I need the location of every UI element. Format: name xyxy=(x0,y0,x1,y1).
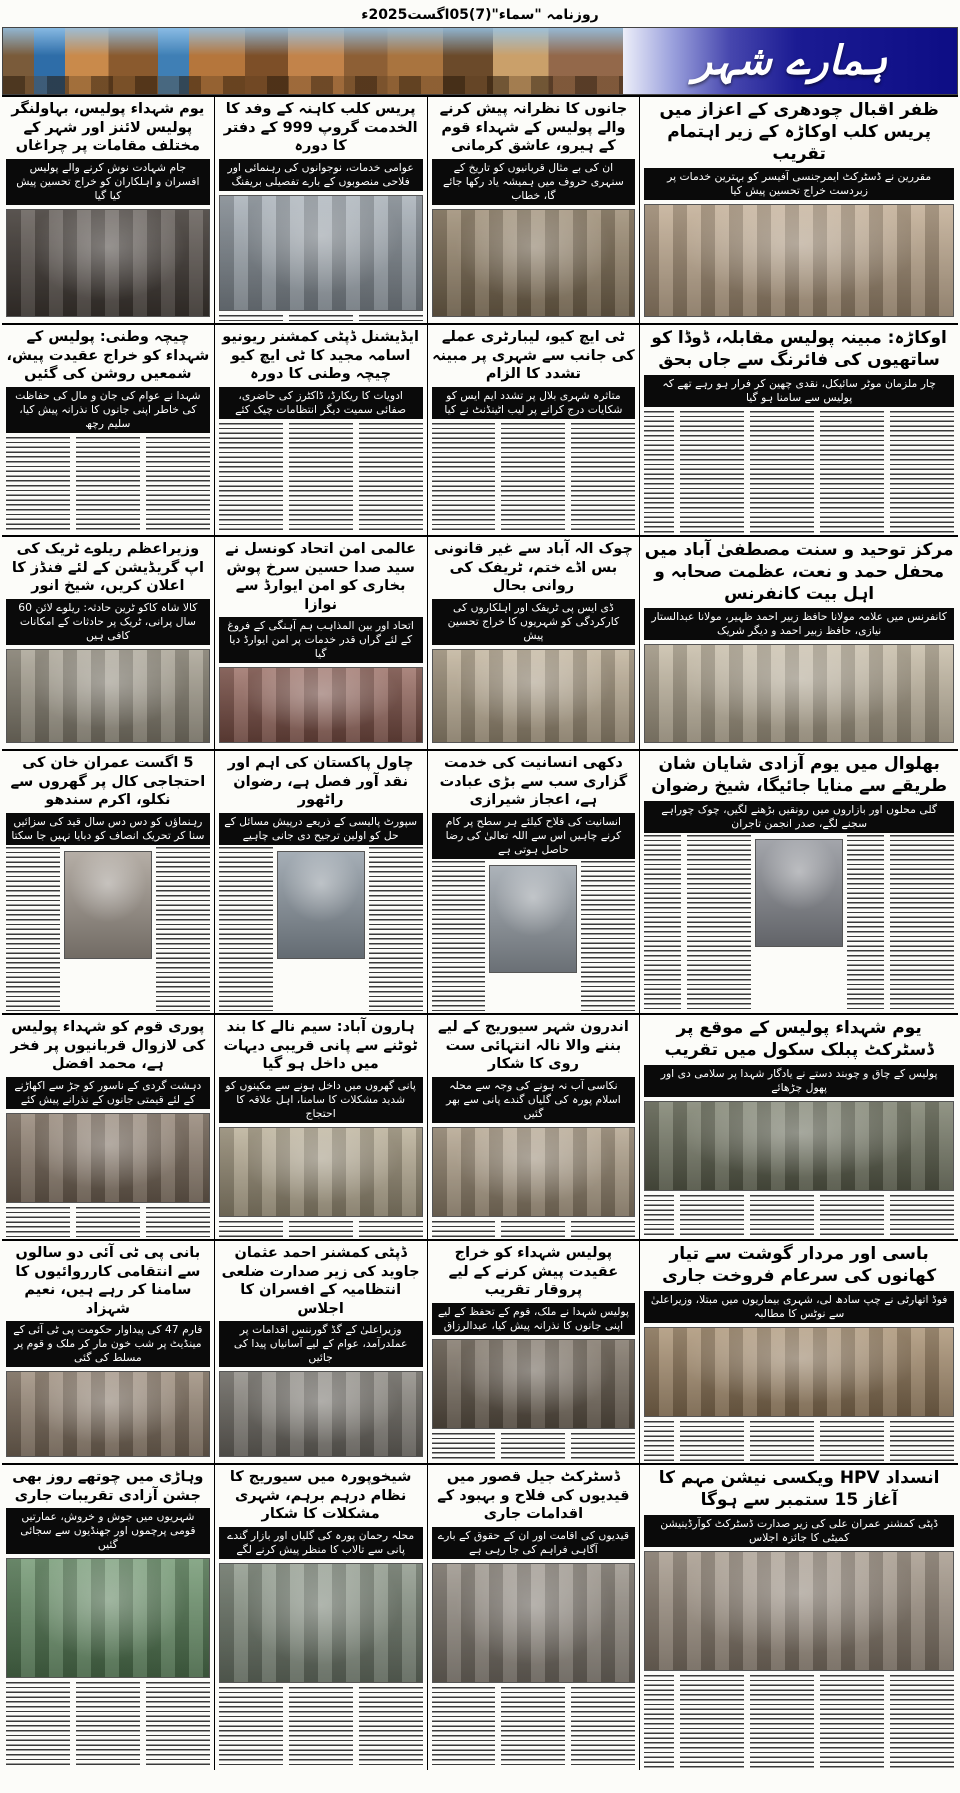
article-body-text xyxy=(6,847,60,1011)
article-body-text xyxy=(6,1682,210,1768)
news-article xyxy=(639,1241,958,1463)
article-subheadline: سپورٹ پالیسی کے ذریعے درپیش مسائل کے حل کو اولین ترجیح دی جانی چاہیے xyxy=(219,813,423,845)
article-body-text xyxy=(219,1221,423,1237)
article-body-text xyxy=(644,835,751,1011)
article-headline: ظفر اقبال چودھری کے اعزاز میں پریس کلب اوکاڑہ کے زیر اہتمام تقریب xyxy=(659,100,939,164)
article-headline: ڈسٹرکٹ جیل قصور میں قیدیوں کی فلاح و بہبود کے اقدامات جاری xyxy=(437,1469,630,1523)
police-salute-memorial-photo xyxy=(644,1101,954,1191)
article-headline: یوم شہداء پولیس کے موقع پر ڈسٹرکٹ پبلک سکول میں تقریب xyxy=(664,1018,934,1060)
news-article xyxy=(214,1241,427,1463)
speakers-collage-photo xyxy=(6,649,210,743)
article-subheadline: متاثرہ شہری بلال پر تشدد ایم ایس کو شکایات درج کرانے پر لیب اٹینڈنٹ نے کیا xyxy=(432,387,636,419)
ejaz-shirazi-portrait xyxy=(489,865,577,973)
article-body-text xyxy=(432,861,486,1011)
news-article xyxy=(2,1015,214,1239)
article-headline: ہارون آباد: سیم نالے کا بند ٹوٹنے سے پانی قریبی دیہات میں داخل ہو گیا xyxy=(223,1019,418,1073)
blocked-drain-street-photo xyxy=(432,1127,636,1217)
article-headline: بھلوال میں یوم آزادی شایان شان طریقے سے منایا جائیگا، شیخ رضوان xyxy=(651,754,948,796)
article-subheadline: پولیس شہدا نے ملک، قوم کے تحفظ کے لیے اپنی جانوں کا نذرانہ پیش کیا، عبدالرزاق xyxy=(432,1303,636,1335)
article-body-text xyxy=(644,1195,954,1237)
news-article xyxy=(2,325,214,535)
article-body-text xyxy=(644,411,954,533)
news-article xyxy=(214,325,427,535)
religious-conference-scholars-photo xyxy=(644,644,954,743)
news-article xyxy=(427,1015,640,1239)
article-subheadline: ادویات کا ریکارڈ، ڈاکٹرز کی حاضری، صفائی سمیت دیگر انتظامات چیک کئے xyxy=(219,387,423,419)
article-subheadline: پانی گھروں میں داخل ہونے سے مکینوں کو شدید مشکلات کا سامنا، اہل علاقہ کا احتجاج xyxy=(219,1077,423,1123)
article-body-text xyxy=(644,1675,954,1768)
article-subheadline: کانفرنس میں علامہ مولانا حافظ زبیر احمد ظہیر، مولانا عبدالستار نیازی، حافظ زبیر احمد و دیگر شریک xyxy=(644,608,954,640)
news-article xyxy=(427,537,640,749)
article-headline: اوکاڑہ: مبینہ پولیس مقابلہ، ڈوڈا کو ساتھیوں کی فائرنگ سے جاں بحق xyxy=(651,328,947,370)
news-article xyxy=(639,325,958,535)
article-headline: باسی اور مردار گوشت سے تیار کھانوں کی سرعام فروخت جاری xyxy=(662,1244,937,1286)
masthead-banner xyxy=(2,27,958,95)
article-headline: شیخوپورہ میں سیوریج کا نظام درہم برہم، شہری مشکلات کا شکار xyxy=(229,1469,412,1523)
article-subheadline: رہنماؤں کو دس دس سال قید کی سزائیں سنا کر تحریک انصاف کو دبایا نہیں جا سکتا xyxy=(6,813,210,845)
article-headline: اندرون شہر سیوریج کے لیے بننے والا نالہ انتہائی ست روی کا شکار xyxy=(438,1019,629,1073)
article-body-text xyxy=(369,847,423,1011)
news-article xyxy=(214,1465,427,1770)
news-article xyxy=(214,751,427,1013)
article-body-text xyxy=(847,835,954,1011)
article-subheadline: کالا شاہ کاکو ٹرین حادثہ: ریلوے لائن 60 سال پرانی، ٹریک پر حادثات کے امکانات کافی ہیں xyxy=(6,599,210,645)
article-row xyxy=(2,1463,958,1770)
article-subheadline: گلی محلوں اور بازاروں میں رونقیں بڑھنے لگیں، چوک چوراہے سجنے لگے، صدر انجمن تاجران xyxy=(644,801,954,833)
news-article xyxy=(2,751,214,1013)
news-article xyxy=(639,1015,958,1239)
article-headline: 5 اگست عمران خان کی احتجاجی کال پر گھروں سے نکلو، اکرم سندھو xyxy=(10,755,206,809)
masthead-city-monuments-collage xyxy=(3,28,623,94)
article-body-text xyxy=(432,1687,636,1768)
article-body-text xyxy=(6,437,210,533)
article-subheadline: شہریوں میں جوش و خروش، عمارتیں قومی پرچموں اور جھنڈیوں سے سجائی گئیں xyxy=(6,1508,210,1554)
article-subheadline: نکاسی آب نہ ہونے کی وجہ سے محلہ اسلام پورہ کی گلیاں گندے پانی سے بھر گئیں xyxy=(432,1077,636,1123)
article-body-text xyxy=(219,423,423,533)
news-article xyxy=(2,537,214,749)
article-headline: چوک الہ آباد سے غیر قانونی بس اڈے ختم، ٹریفک کی روانی بحال xyxy=(433,541,633,595)
article-headline: عالمی امن اتحاد کونسل نے سید صدا حسین سرخ پوش بخاری کو امن ایوارڈ سے نوازا xyxy=(225,541,416,613)
press-club-okara-group-photo xyxy=(644,204,954,317)
article-headline: انسداد HPV ویکسی نیشن مہم کا آغاز 15 ستمبر سے ہوگا xyxy=(658,1468,940,1510)
article-row xyxy=(2,1239,958,1463)
article-headline: دکھی انسانیت کی خدمت گزاری سب سے بڑی عبادت ہے، اعجاز شیرازی xyxy=(439,755,628,809)
meat-market-photo xyxy=(644,1327,954,1417)
martyrs-day-group-photo xyxy=(6,1113,210,1203)
article-row xyxy=(2,323,958,535)
article-row xyxy=(2,749,958,1013)
edition-title: روزنامہ "سماء"(7)05اگست2025ء xyxy=(361,7,599,23)
masthead-title: ہمارے شہر xyxy=(623,28,957,94)
news-article xyxy=(427,325,640,535)
news-article xyxy=(2,1241,214,1463)
akram-sindhu-portrait xyxy=(64,851,152,959)
article-body-text xyxy=(644,1421,954,1461)
police-candle-vigil-photo xyxy=(6,209,210,317)
district-officers-meeting-photo xyxy=(219,1371,423,1457)
news-article xyxy=(427,1465,640,1770)
news-article xyxy=(639,751,958,1013)
minister-podium-speech-photo xyxy=(432,209,636,317)
flood-water-village-photo xyxy=(219,1127,423,1217)
city-chowk-traffic-photo xyxy=(432,649,636,743)
articles-grid xyxy=(2,95,958,1770)
news-article xyxy=(214,1015,427,1239)
dc-coordination-meeting-photo xyxy=(644,1551,954,1671)
article-subheadline: ڈپٹی کمشنر عمران علی کی زیر صدارت ڈسٹرکٹ کوآرڈینیشن کمیٹی کا جائزہ اجلاس xyxy=(644,1515,954,1547)
article-subheadline: عوامی خدمات، نوجوانوں کی رہنمائی اور فلاحی منصوبوں کے بارے تفصیلی بریفنگ xyxy=(219,159,423,191)
news-article xyxy=(639,97,958,323)
party-workers-group-photo xyxy=(6,1371,210,1457)
news-article xyxy=(427,751,640,1013)
rizwan-rathore-portrait xyxy=(277,851,365,959)
garlanded-delegation-group-photo xyxy=(219,195,423,311)
article-headline: چیچہ وطنی: پولیس کے شہداء کو خراج عقیدت پیش، شمعیں روشن کی گئیں xyxy=(6,329,210,383)
article-headline: پوری قوم کو شہداء پولیس کی لازوال قربانیوں پر فخر ہے، محمد افضل xyxy=(10,1019,206,1073)
article-row xyxy=(2,95,958,323)
news-article xyxy=(2,97,214,323)
article-body-text xyxy=(581,861,635,1011)
sheikh-rizwan-portrait xyxy=(755,839,843,947)
news-article xyxy=(214,97,427,323)
article-subheadline: پولیس کے چاق و چوبند دستے نے یادگار شہدا پر سلامی دی اور پھول چڑھائے xyxy=(644,1065,954,1097)
article-headline: وہاڑی میں چوتھے روز بھی جشن آزادی تقریبات جاری xyxy=(12,1469,204,1504)
article-subheadline: ڈی ایس پی ٹریفک اور اہلکاروں کی کارکردگی کو شہریوں کا خراج تحسین پیش xyxy=(432,599,636,645)
article-body-text xyxy=(156,847,210,1011)
article-subheadline: شہدا نے عوام کی جان و مال کی حفاظت کی خاطر اپنی جانوں کا نذرانہ پیش کیا، سلیم رچھ xyxy=(6,387,210,433)
news-article xyxy=(214,537,427,749)
article-row xyxy=(2,535,958,749)
article-body-text xyxy=(219,1687,423,1768)
sewage-water-street-photo xyxy=(219,1563,423,1683)
article-headline: ایڈیشنل ڈپٹی کمشنر ریونیو اسامہ مجید کا ٹی ایچ کیو چیچہ وطنی کا دورہ xyxy=(222,329,419,383)
news-article xyxy=(639,537,958,749)
article-body-text xyxy=(432,423,636,533)
article-subheadline: فارم 47 کی پیداوار حکومت پی ٹی آئی کے مینڈیٹ پر شب خون مار کر ملک و قوم پر مسلط کی گئی xyxy=(6,1321,210,1367)
article-subheadline: محلہ رحمان پورہ کی گلیاں اور بازار گندے پانی سے تالاب کا منظر پیش کرنے لگے xyxy=(219,1527,423,1559)
police-tribute-ceremony-photo xyxy=(432,1339,636,1429)
article-subheadline: دہشت گردی کے ناسور کو جڑ سے اکھاڑنے کے لئے قیمتی جانوں کے نذرانے پیش کئے xyxy=(6,1077,210,1109)
article-body-text xyxy=(219,847,273,1011)
district-jail-visit-photo xyxy=(432,1563,636,1683)
independence-day-flags-photo xyxy=(6,1558,210,1678)
article-headline: ڈپٹی کمشنر احمد عثمان جاوید کی زیر صدارت ضلعی انتظامیہ کے افسران کا اجلاس xyxy=(221,1245,420,1317)
news-article xyxy=(427,97,640,323)
article-body-text xyxy=(432,1221,636,1237)
article-headline: پریس کلب کاہنہ کے وفد کا الخدمت گروپ 999 کے دفتر کا دورہ xyxy=(223,101,418,155)
article-subheadline: اتحاد اور بین المذاہب ہم آہنگی کے فروغ کے لئے گراں قدر خدمات پر امن ایوارڈ دیا گیا xyxy=(219,617,423,663)
article-subheadline: وزیراعلیٰ کے گڈ گورننس اقدامات پر عملدرآمد، عوام کے لیے آسانیاں پیدا کی جائیں xyxy=(219,1321,423,1367)
article-subheadline: مقررین نے ڈسٹرکٹ ایمرجنسی آفیسر کو بہترین خدمات پر زبردست خراج تحسین پیش کیا xyxy=(644,168,954,200)
article-headline: چاول پاکستان کی اہم اور نقد آور فصل ہے، رضوان راٹھور xyxy=(227,755,414,809)
news-article xyxy=(639,1465,958,1770)
article-body-text xyxy=(6,1207,210,1237)
article-subheadline: چار ملزمان موٹر سائیکل، نقدی چھین کر فرار ہو رہے تھے کہ پولیس سے سامنا ہو گیا xyxy=(644,375,954,407)
article-subheadline: ان کی بے مثال قربانیوں کو تاریخ کے سنہری حروف میں ہمیشہ یاد رکھا جائے گا، خطاب xyxy=(432,159,636,205)
article-subheadline: انسانیت کی فلاح کیلئے ہر سطح پر کام کرنے چاہیں اس سے اللہ تعالیٰ کی رضا حاصل ہوتی ہے xyxy=(432,813,636,859)
news-article xyxy=(427,1241,640,1463)
article-headline: ٹی ایچ کیو، لیبارٹری عملے کی جانب سے شہری پر مبینہ تشدد کا الزام xyxy=(432,329,635,383)
article-subheadline: جام شہادت نوش کرنے والے پولیس افسران و اہلکاران کو خراج تحسین پیش کیا گیا xyxy=(6,159,210,205)
article-body-text xyxy=(432,1433,636,1461)
article-headline: مرکز توحید و سنت مصطفیٰ آباد میں محفل حمد و نعت، عظمت صحابہ و اہل بیت کانفرنس xyxy=(644,540,954,604)
article-subheadline: قیدیوں کی اقامت اور ان کے حقوق کے بارے آگاہی فراہم کی جا رہی ہے xyxy=(432,1527,636,1559)
peace-award-presentation-photo xyxy=(219,667,423,743)
article-row xyxy=(2,1013,958,1239)
article-headline: یوم شہداء پولیس، بہاولنگر پولیس لائنز اور شہر کے مختلف مقامات پر چراغاں xyxy=(11,101,205,155)
article-subheadline: فوڈ اتھارٹی نے چپ سادھ لی، شہری بیماریوں میں مبتلا، وزیراعلیٰ سے نوٹس کا مطالبہ xyxy=(644,1291,954,1323)
article-headline: بانی پی ٹی آئی دو سالوں سے انتقامی کارروائیوں کا سامنا کر رہے ہیں، نعیم شہزاد xyxy=(15,1245,201,1317)
article-headline: پولیس شہداء کو خراج عقیدت پیش کرنے کے لیے پروقار تقریب xyxy=(448,1245,619,1299)
article-body-text xyxy=(219,315,423,321)
article-headline: وزیراعظم ریلوے ٹریک کی اپ گریڈیشن کے لئے فنڈز کا اعلان کریں، شیخ انور xyxy=(11,541,204,595)
article-headline: جانوں کا نظرانہ پیش کرنے والے پولیس کے شہداء قوم کے ہیرو، عاشق کرمانی xyxy=(439,101,628,155)
news-article xyxy=(2,1465,214,1770)
edition-header xyxy=(2,2,958,27)
